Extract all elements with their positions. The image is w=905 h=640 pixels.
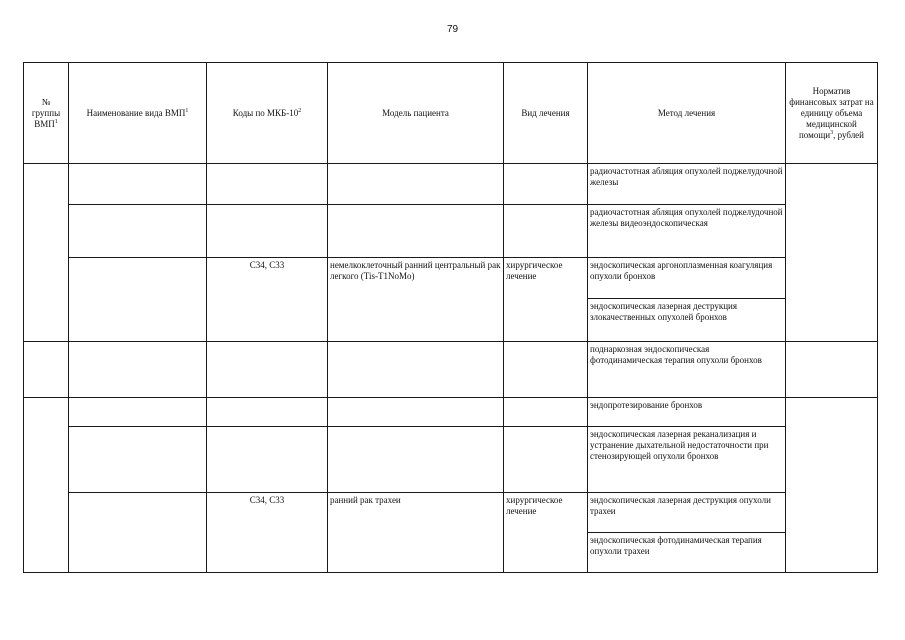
cell-patient-model (328, 427, 504, 493)
cell-icd-codes (207, 427, 328, 493)
cell-norm-cost (786, 342, 878, 398)
cell-treatment-type (504, 205, 588, 258)
cell-treatment-method: эндоскопическая аргоноплазменная коагуляция опухоли бронхов (588, 258, 786, 299)
cell-treatment-type (504, 164, 588, 205)
cell-patient-model (328, 342, 504, 398)
cell-treatment-type (504, 427, 588, 493)
table-row (24, 398, 878, 427)
cell-treatment-method: эндоскопическая лазерная реканализация и устранение дыхательной недостаточности при стенозирующей опухоли бронхов (588, 427, 786, 493)
cell-norm-cost (786, 164, 878, 342)
cell-vmp-name (69, 205, 207, 258)
cell-treatment-type: хирургическое лечение (504, 493, 588, 573)
vmp-table (23, 62, 878, 573)
cell-patient-model (328, 205, 504, 258)
cell-treatment-type (504, 342, 588, 398)
cell-patient-model: ранний рак трахеи (328, 493, 504, 573)
table-row (24, 493, 878, 533)
page-number: 79 (446, 24, 459, 35)
cell-group-no (24, 164, 69, 342)
cell-vmp-name (69, 427, 207, 493)
cell-treatment-method: эндоскопическая фотодинамическая терапия опухоли трахеи (588, 533, 786, 573)
cell-treatment-method: эндоскопическая лазерная деструкция опухоли трахеи (588, 493, 786, 533)
cell-patient-model (328, 164, 504, 205)
header-group-no: № группы ВМП$^1$ (24, 63, 69, 164)
header-row (24, 63, 878, 164)
cell-icd-codes: С34, С33 (207, 493, 328, 573)
cell-treatment-method: поднаркозная эндоскопическая фотодинамическая терапия опухоли бронхов (588, 342, 786, 398)
header-patient-model: Модель пациента (328, 63, 504, 164)
cell-treatment-method: радиочастотная абляция опухолей поджелудочной железы видеоэндоскопическая (588, 205, 786, 258)
cell-icd-codes (207, 164, 328, 205)
cell-vmp-name (69, 342, 207, 398)
cell-patient-model (328, 398, 504, 427)
cell-vmp-name (69, 258, 207, 342)
cell-group-no (24, 342, 69, 398)
table-row (24, 205, 878, 258)
cell-icd-codes (207, 398, 328, 427)
header-icd-codes: Коды по МКБ-$10^2$ (207, 63, 328, 164)
cell-treatment-method: эндоскопическая лазерная деструкция злокачественных опухолей бронхов (588, 299, 786, 342)
cell-group-no (24, 398, 69, 573)
cell-vmp-name (69, 164, 207, 205)
cell-icd-codes (207, 342, 328, 398)
header-norm-cost: Норматив финансовых затрат на единицу объема медицинской помощи$^3$, рублей (786, 63, 878, 164)
cell-treatment-type (504, 398, 588, 427)
cell-patient-model: немелкоклеточный ранний центральный рак легкого (Tis-T1NoMo) (328, 258, 504, 342)
table-row (24, 164, 878, 205)
cell-icd-codes (207, 205, 328, 258)
table-row (24, 427, 878, 493)
cell-treatment-method: радиочастотная абляция опухолей поджелудочной железы (588, 164, 786, 205)
table-row (24, 258, 878, 299)
header-treatment-type: Вид лечения (504, 63, 588, 164)
cell-vmp-name (69, 493, 207, 573)
header-treatment-method: Метод лечения (588, 63, 786, 164)
cell-icd-codes: С34, С33 (207, 258, 328, 342)
table-row (24, 342, 878, 398)
cell-norm-cost (786, 398, 878, 573)
cell-treatment-type: хирургическое лечение (504, 258, 588, 342)
cell-treatment-method: эндопротезирование бронхов (588, 398, 786, 427)
header-vmp-name: Наименование вида ВМП$^1$ (69, 63, 207, 164)
cell-vmp-name (69, 398, 207, 427)
